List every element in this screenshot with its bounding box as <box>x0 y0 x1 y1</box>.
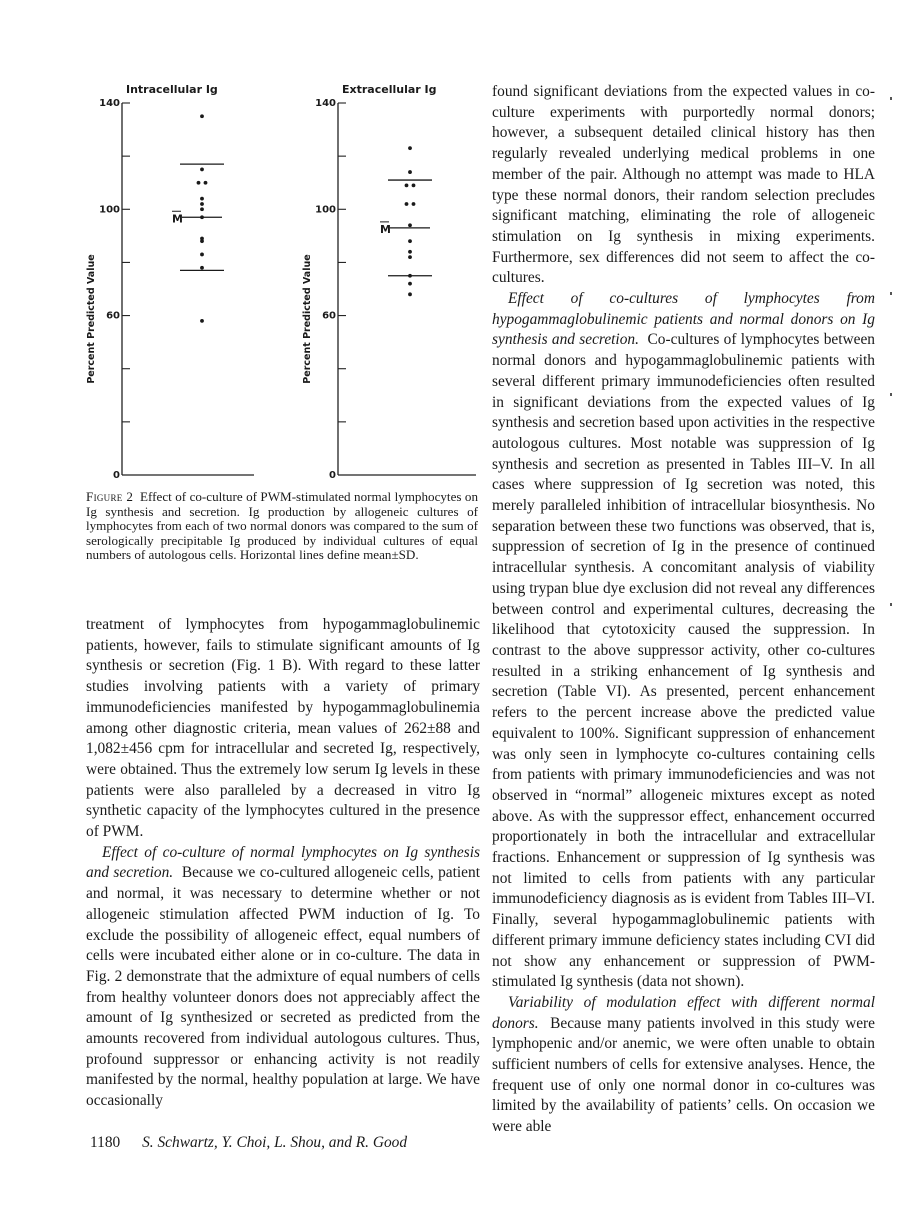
figure-2-chart <box>84 78 484 488</box>
y-tick-label: 60 <box>322 310 336 322</box>
margin-mark <box>890 97 892 100</box>
data-point <box>408 292 412 296</box>
data-point <box>408 223 412 227</box>
y-axis-label: Percent Predicted Value <box>302 254 313 384</box>
data-point <box>200 168 204 172</box>
right-column <box>492 82 875 1138</box>
panel-title: Extracellular Ig <box>342 83 437 96</box>
figure-2 <box>84 78 484 488</box>
mean-label: M <box>172 212 183 226</box>
y-tick-label: 0 <box>329 470 336 481</box>
y-tick-label: 60 <box>106 310 120 322</box>
data-point <box>200 197 204 201</box>
running-authors: S. Schwartz, Y. Choi, L. Shou, and R. Good <box>142 1134 408 1151</box>
right-paragraph-3-heading: Variability of modulation effect with different normal donors. <box>492 993 875 1032</box>
data-point <box>405 202 409 206</box>
data-point <box>200 202 204 206</box>
figure-caption <box>86 490 478 563</box>
right-paragraph-2-body: Co-cultures of lymphocytes between normal donors and hypogammaglobulinemic patients with several different primary immunodeficiencies often resulted in significant deviations from the expected values of Ig synthesis and secretion based upon activities in the respective autologous cultures. Most notable was suppression of Ig synthesis and secretion as presented in Tables III–V. In all cases where suppression of Ig secretion was noted, this merely paralleled inhibition of intracellular biosynthesis. No separation between these two functions was observed, that is, suppression of secretion of Ig in the presence of continued intracellular synthesis. A concomitant analysis of viability using trypan blue dye exclusion did not reveal any differences between control and experimental cultures, decreasing the likelihood that cytotoxicity caused the suppression. In contrast to the above suppressor activity, other co-cultures resulted in a striking enhancement of Ig synthesis and secretion (Table VI). As presented, percent enhancement refers to the percent increase above the predicted value equivalent to 100%. Significant suppression of enhancement was only seen in lymphocyte co-cultures containing cells from patients with primary immunodeficiencies and was not observed in “normal” allogeneic mixtures except as noted above. As with the suppressor effect, enhancement occurred proportionately in both the intracellular and extracellular fractions. Enhancement or suppression of Ig synthesis was not limited to cells from patients with any particular immunodeficiency diagnosis as is evident from Tables III–VI. Finally, several hypogammaglobulinemic patients with different primary immune deficiency states including CVI did not show any enhancement or suppression of PWM-stimulated Ig synthesis (data not shown). <box>492 331 875 991</box>
data-point <box>412 183 416 187</box>
y-tick-label: 100 <box>99 204 120 216</box>
y-tick-label: 0 <box>113 470 120 481</box>
left-paragraph-1: treatment of lymphocytes from hypogammaglobulinemic patients, however, fails to stimulate significant amounts of Ig synthesis or secretion (Fig. 1 B). With regard to these latter studies involving patients with a variety of primary immunodeficiencies manifested by hypogammaglobulinemia among other diagnostic criteria, mean values of 262±88 and 1,082±456 cpm for intracellular and secreted Ig, respectively, were obtained. Thus the extremely low serum Ig levels in these patients were also paralleled by a decreased in vitro Ig synthetic capacity of the lymphocytes cultured in the presence of PWM. <box>86 616 480 841</box>
data-point <box>200 319 204 323</box>
figure-caption-label: Figure 2 <box>86 489 134 504</box>
y-tick-label: 140 <box>99 98 120 109</box>
data-point <box>408 239 412 243</box>
data-point <box>200 266 204 270</box>
mean-label: M <box>380 222 391 236</box>
page-number: 1180 <box>90 1134 121 1151</box>
data-point <box>200 114 204 118</box>
margin-mark <box>890 292 892 295</box>
data-point <box>200 253 204 257</box>
data-point <box>200 207 204 211</box>
data-point <box>408 250 412 254</box>
figure-caption-text: Effect of co-culture of PWM-stimulated normal lymphocytes on Ig synthesis and secretion. Ig production by allogeneic cultures of lymphocytes from each of two normal donors was compared to the sum of serologically precipitable Ig produced by individual cultures of equal numbers of autologous cells. Horizontal lines define mean±SD. <box>86 489 479 563</box>
y-axis-label: Percent Predicted Value <box>86 254 97 384</box>
data-point <box>408 170 412 174</box>
y-tick-label: 100 <box>315 204 336 216</box>
right-paragraph-1: found significant deviations from the expected values in co-culture experiments with purportedly normal donors; however, a subsequent detailed clinical history has then regularly revealed underlying medical problems in one member of the pair. Although no attempt was made to HLA type these normal donors, their random selection precludes significant matching, eliminating the role of allogeneic stimulation on Ig synthesis in mixing experiments. Furthermore, sex differences did not seem to affect the co-cultures. <box>492 83 875 287</box>
y-tick-label: 140 <box>315 98 336 109</box>
right-paragraph-3-body: Because many patients involved in this study were lymphopenic and/or anemic, we were often unable to obtain sufficient numbers of cells for extensive analyses. Hence, the frequent use of only one normal donor in co-cultures was limited by the availability of patients’ cells. On occasion we were able <box>492 1014 875 1136</box>
data-point <box>408 282 412 286</box>
data-point <box>408 255 412 259</box>
left-paragraph-2 <box>86 843 480 1112</box>
panel-title: Intracellular Ig <box>126 83 218 96</box>
right-paragraph-2-heading: Effect of co-cultures of lymphocytes from hypogammaglobulinemic patients and normal donors on Ig synthesis and secretion. <box>492 290 875 349</box>
data-point <box>412 202 416 206</box>
right-paragraph-2 <box>492 289 875 993</box>
right-paragraph-3 <box>492 993 875 1138</box>
data-point <box>200 239 204 243</box>
data-point <box>408 146 412 150</box>
data-point <box>197 181 201 185</box>
data-point <box>405 183 409 187</box>
data-point <box>204 181 208 185</box>
margin-mark <box>890 393 892 396</box>
left-paragraph-2-heading: Effect of co-culture of normal lymphocytes on Ig synthesis and secretion. <box>86 843 480 882</box>
left-paragraph-2-body: Because we co-cultured allogeneic cells, patient and normal, it was necessary to determine whether or not allogeneic stimulation affected PWM induction of Ig. To exclude the possibility of allogeneic effect, equal numbers of cells were incubated either alone or in co-culture. The data in Fig. 2 demonstrate that the admixture of equal numbers of cells from healthy volunteer donors does not appreciably affect the amount of Ig synthesized or secreted as predicted from the amounts recovered from individual autologous cultures. Thus, profound suppressor or enhancing activity is not readily manifested by the normal, healthy population at large. We have occasionally <box>86 864 480 1110</box>
margin-mark <box>890 603 892 606</box>
page-footer <box>90 1133 482 1153</box>
left-column <box>86 615 480 1112</box>
